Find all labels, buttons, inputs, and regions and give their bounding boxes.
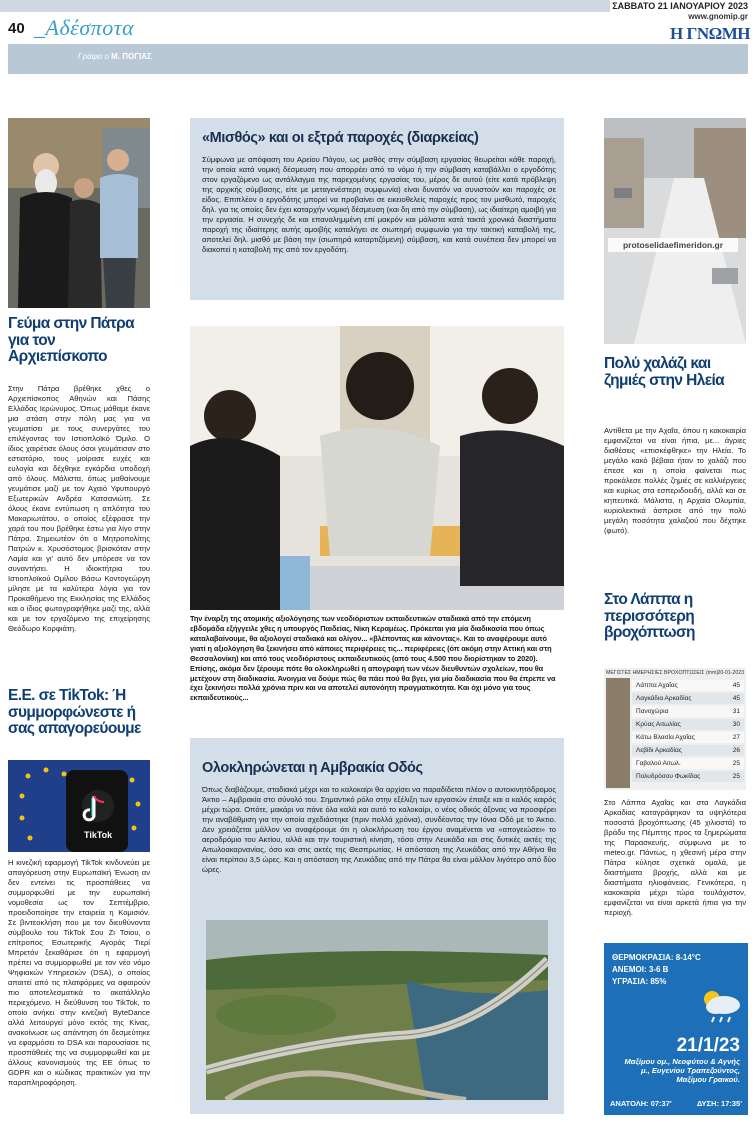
watermark: protoselidaefimeridon.gr <box>608 238 738 252</box>
ambrakia-title: Ολοκληρώνεται η Αμβρακία Οδός <box>202 760 423 776</box>
archbishop-photo-image <box>8 118 150 308</box>
rain-table-place: Πολυδρόσου Φωκίδας <box>636 773 701 780</box>
salary-title: «Μισθός» και οι εξτρά παροχές (διαρκείας) <box>202 130 479 146</box>
archbishop-photo <box>8 118 150 308</box>
rain-cloud-icon <box>696 985 744 1025</box>
hail-title: Πολύ χαλάζι και ζημιές στην Ηλεία <box>604 355 725 389</box>
hail-body: Αντίθετα με την Αχαΐα, όπου η κακοκαιρία εμφανίζεται να είναι ήπια, με... άγριες διαθέσεις «επισκέφθηκε» την Ηλεία. Το μεγάλο κακό βέβαια ήταν το χαλάζι που έπεσε και η οποία φαίνεται πως προκάλεσε πολλές ζημιές σε καλλιέργειες και κυρίως στα εσπεριδοειδή, αλλά και σε κηπευτικά. Μάλιστα, η Αρχαία Ολυμπία, κυριολεκτικά άσπρισε από την πολύ μεγάλη ποσότητα χαλαζιού που δέχτηκε (φωτό). <box>604 426 746 536</box>
rain-map-thumbnail <box>606 678 630 788</box>
rain-table-value: 45 <box>732 682 740 689</box>
archbishop-title: Γεύμα στην Πάτρα για τον Αρχιεπίσκοπο <box>8 315 135 366</box>
hail-photo <box>604 118 746 344</box>
page-number: 40 <box>8 20 25 37</box>
rain-table-value: 45 <box>732 695 740 702</box>
rain-table-value: 25 <box>732 760 740 767</box>
rain-table-row <box>632 706 744 717</box>
archbishop-body: Στην Πάτρα βρέθηκε χθες ο Αρχιεπίσκοπος Αθηνών και Πάσης Ελλάδας Ιερώνυμος. Όπως μάθαμε έκανε μια στάση στην πόλη μας για να γευματίσει με τους συνεργάτες του επιλέγοντας τον Ιστιοπλοϊκό Όμιλο. Ο ίδιος χαιρέτισε όλους όσοι γευμάτισαν στο εστιατόριο, τους μοίρασε ευχές και ευλογία και δέχθηκε εγκάρδια υποδοχή από όλους. Μάλιστα, όπως μαθαίνουμε γευμάτισε μαζί με τον Αχαιό Υφυπουργό Εξωτερικών Ανδρέα Κατσανιώτη. Σε όλους έκανε εντύπωση η απλότητα του Μακαριωτάτου, ο οποίος εξέφρασε την χαρά του που βρέθηκε έστω για λίγο στην Πάτρα. Σημειωτέον ότι ο Μητροπολίτης Πατρών κ. Χρυσόστομος βρισκόταν στην Λαμία και γι' αυτό δεν μπόρεσε να τον συναντήσει. Η ιδιοκτήτρια του Ιστιοπλοϊκού Ομίλου Βάσω Κοντογεώργη μίλησε με τα καλύτερα λόγια για τον Προκαθήμενο της Εκκλησίας της Ελλάδος και ο ίδιος φωτογραφήθηκε μαζί της, αλλά και με τον εργαζόμενο της επιχείρησης Θεόδωρο Κορφιάτη. <box>8 384 150 634</box>
weather-sunset: ΔΥΣΗ: 17:35' <box>696 1099 742 1108</box>
rain-table-place: Λαγκάδια Αρκαδίας <box>636 695 692 702</box>
rain-table-row <box>632 771 744 782</box>
weather-box <box>604 943 748 1115</box>
rain-table-value: 31 <box>732 708 740 715</box>
rain-table-title: ΜΕΓΙΣΤΕΣ ΗΜΕΡΗΣΙΕΣ ΒΡΟΧΟΠΤΩΣΕΙΣ (mm) <box>606 670 719 676</box>
rain-table-row <box>632 680 744 691</box>
salary-body: Σύμφωνα με απόφαση του Αρείου Πάγου, ως μισθός στην σύμβαση εργασίας θεωρείται κάθε παροχή, την οποία κατά νομική δέσμευση που απορρέει από το νόμο ή την σύμβαση καταβάλλει ο εργοδότης στον εργαζόμενο ως αντάλλαγμα της παρεχομένης εργασίας του, μέρος δε αυτού (είτε κατά πρόβλεψη της αρχικής σύμβασης, είτε με μεταγενέστερη συμφωνία) είναι δυνατόν να συνιστούν και παροχές σε είδος. Επιπλέον ο εργοδότης μπορεί να προβαίνει σε εικειοθελείς παροχές προς τον μισθωτό, παροχές δηλ. για τις οποίες δεν έχει καταρχήν νομική δέσμευση (και δη από την σύμβαση), ως ιδιαίτερη αμοιβή για την εργασία. Η συνεχής δε και επαναλημμένη επί μακρόν και μάλιστα κατά τακτά χρονικά διαστήματα παροχή της ιδιαίτερης αυτής αμοιβής καταλήγει σε σιωπηρή συμφωνία για την τακτική καταβολή της, αποτελεί δηλ. μισθό με βάση την (σιωπηρά καταρτιζόμενη) σύμβαση, και κατά συνέπεια δεν μπορεί να διακοπεί η καταβολή της από τον εργοδότη. <box>202 155 556 255</box>
rain-table-value: 30 <box>732 721 740 728</box>
weather-sunrise: ΑΝΑΤΟΛΗ: 07:37' <box>610 1099 672 1108</box>
ambrakia-photo <box>206 920 548 1100</box>
rain-table-place: Λάππα Αχαΐας <box>636 682 678 689</box>
rain-table-place: Κρύας Αιτωλίας <box>636 721 681 728</box>
ambrakia-body: Όπως διαβάζουμε, σταδιακά μέχρι και το καλοκαίρι θα αρχίσει να παραδίδεται πλέον ο αυτοκινητόδρομος Άκτιο – Αμβρακία στο σύνολό του. Σημαντικό ρόλο στην εξέλιξη των εργασιών έπαιξε και ο καλός καιρός μέχρι τώρα. Οπότε, μακάρι να πάνε όλα καλά και αυτό το καλοκαίρι, ο νέος οδικός άξονας να προσφέρει την αναβάθμιση για την οποία σχεδιάστηκε (πριν πολλά χρόνια), συνδέοντας την Ιόνια Οδό με το Άκτιο. Δεν χρειάζεται μάλλον να αναφέρουμε ότι η ολοκλήρωση του έργου αναμένεται να «απογειώσει» το αεροδρόμιο του Ακτίου, αλλά και την τουριστική κίνηση, τόσο στην Λευκάδα και στις δυτικές ακτές της Αιτωλοακαρνανίας, όσο και στις ακτές της Θεσπρωτίας. Η απόσταση της Λευκάδας από την Αθήνα θα είναι περίπου 3,5 ώρες. Και η απόσταση της Λευκάδας από την Πάτρα θα είναι μάλλον λιγότερο από δύο ώρες. <box>202 785 556 875</box>
tiktok-photo <box>8 760 150 852</box>
rain-table-row <box>632 719 744 730</box>
byline: Γράφει ο Μ. ΠΟΓΙΑΣ <box>78 52 152 61</box>
tiktok-body: Η κινεζική εφαρμογή TikTok κινδυνεύει με απαγόρευση στην Ευρωπαϊκή Ένωση αν δεν εντείνει τις προσπάθειες να συμμορφωθεί με την ευρωπαϊκή νομοθεσία ως τον Σεπτέμβριο, προειδοποίησε την εταιρεία η Κομισιόν. Σε βιντεοκλήση που με τον διευθύνοντα σύμβουλο του TikTok Σου Ζι Τσιου, ο επίτροπος Εσωτερικής Αγοράς Τιερί Μπρετόν ξεκαθάρισε ότι η εφαρμογή πρέπει να συμμορφωθεί με τον νέο νόμο Ψηφιακών Υπηρεσιών (DSA), ο οποίος απαιτεί από τις πλατφόρμες να αφαιρούν πιο αποτελεσματικά το ακατάλληλο περιεχόμενο. Η διεύθυνση του TikTok, το οποίο ανήκει στην κινεζική ByteDance αλλά λειτουργεί μόνο εκτός της Κίνας, ανακοίνωσε ως απάντηση ότι δεσμεύτηκε να εφαρμόσει το DSA και παρουσίασε τις προσπάθειές της να συμμορφωθεί και με άλλους κανονισμούς της ΕΕ όπως το GDPR και ο κώδικας πρακτικών για την παραπληροφόρηση. <box>8 858 150 1088</box>
weather-date: 21/1/23 <box>676 1035 740 1056</box>
rain-table-place: Κάτω Βλασία Αχαΐας <box>636 734 695 741</box>
rain-table-row <box>632 732 744 743</box>
weather-saints: Μαξίμου ομ., Νεοφύτου & Αγνής μ., Ευγενίου Τραπεζούντος, Μαξίμου Γραικού. <box>624 1057 740 1085</box>
rain-table-row <box>632 745 744 756</box>
rain-table-rows <box>632 680 744 784</box>
rain-table-place: Γαβαλού Αιτωλ. <box>636 760 681 767</box>
tiktok-eu-image <box>8 760 150 852</box>
tiktok-title: Ε.Ε. σε TikTok: Ή συμμορφώνεστε ή σας απαγορεύουμε <box>8 687 141 738</box>
section-title: _Αδέσποτα <box>34 15 135 40</box>
evaluation-caption: Την έναρξη της ατομικής αξιολόγησης των νεοδιόριστων εκπαιδευτικών σταδιακά από την επόμενη εβδομάδα εξήγγειλε χθες η υπουργός Παιδείας, Νίκη Κεραμέως. Πρόκειται για μία διαδικασία που όπως καταλαβαίνουμε, θα αξιολογεί σταδιακά και ολίγον... «βλέποντας και κάνοντας». Και το αναφέρουμε αυτό γιατί η αξιολόγηση θα ξεκινήσει από κάποιες περιφέρειες τις... περιφέρειες (όπ ακόμη στην Αττική και στη Θεσσαλονίκη) και από τους νεοδιόριστους εκπαιδευτικούς (από τους 4.500 που διορίστηκαν το 2020). Επίσης, ακόμα δεν ξέρουμε πότε θα ολοκληρωθεί η απογραφή των νέων διευθυντών σχολείων, που θα μετέχουν στη διαδικασία. Άνοιγμα να δούμε πώς θα πάει πού θα βγει, για μία διαδικασία που θα έπρεπε να έχει ξεκινήσει πολλά χρόνια πριν και να αποτελεί αυτονόητη πραγματικότητα. Και όχι μόνο για τους εκπαιδευτικούς... <box>190 614 556 703</box>
weather-humidity: ΥΓΡΑΣΙΑ: 85% <box>612 977 667 986</box>
weather-temperature: ΘΕΡΜΟΚΡΑΣΙΑ: 8-14°C <box>612 953 701 962</box>
rain-table-row <box>632 758 744 769</box>
rain-table-place: Πανοχώρια <box>636 708 669 715</box>
lappa-title: Στο Λάππα η περισσότερη βροχόπτωση <box>604 591 695 642</box>
rain-table-value: 26 <box>732 747 740 754</box>
website-link[interactable]: www.gnomip.gr <box>688 12 748 21</box>
tiktok-logo-text: TikTok <box>84 830 113 840</box>
rain-table-row <box>632 693 744 704</box>
weather-wind: ΑΝΕΜΟΙ: 3-6 Β <box>612 965 669 974</box>
rain-table <box>604 668 746 790</box>
classroom-photo <box>190 326 564 610</box>
issue-date: ΣΑΒΒΑΤΟ 21 ΙΑΝΟΥΑΡΙΟΥ 2023 <box>612 1 748 11</box>
rain-table-place: Λεβίδι Αρκαδίας <box>636 747 682 754</box>
rain-table-value: 27 <box>732 734 740 741</box>
header-band <box>0 0 610 12</box>
rain-table-value: 25 <box>732 773 740 780</box>
lappa-body: Στο Λάππα Αχαΐας και στα Λαγκάδια Αρκαδίας καταγράφηκαν τα υψηλότερα ποσοστά βροχόπτωσης (45 χιλιοστά) το βράδυ της Πέμπτης προς τα ξημερώματα της Παρασκευής, σύμφωνα με το meteo.gr. Πάντως, η χθεσινή μέρα στην Πάτρα κύλησε σχετικά ομαλά, με διαστήματα βροχής, αλλά και με διαστήματα ηλιοφάνειας. Γενικότερα, η κακοκαιρία μέχρι τώρα τουλάχιστον, εμφανίζεται να είναι αρκετά ήπια για την περιοχή. <box>604 798 746 918</box>
classroom-image <box>190 326 564 610</box>
hail-street-image <box>604 118 746 344</box>
newspaper-logo: Η ΓΝΩΜΗ <box>670 24 750 43</box>
rain-table-date: 20-01-2023 <box>717 670 744 676</box>
highway-aerial-image <box>206 920 548 1100</box>
